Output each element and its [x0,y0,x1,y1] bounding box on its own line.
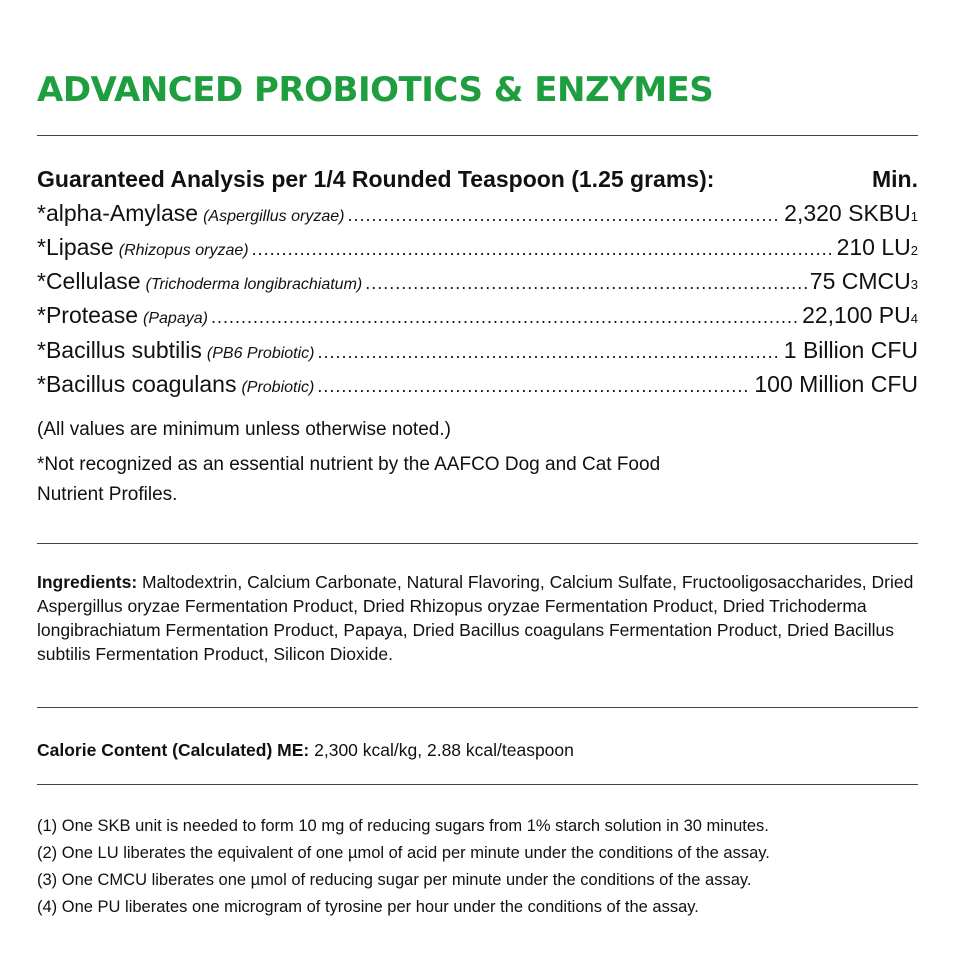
nutrient-value: 2,320 SKBU [784,200,911,226]
nutrient-name: *Bacillus subtilis [37,337,202,363]
footnote-4: (4) One PU liberates one microgram of tyrosine per hour under the conditions of the assay. [37,898,699,916]
nutrient-value: 210 LU [836,234,911,260]
nutrient-name: *Bacillus coagulans [37,371,237,397]
nutrient-value: 1 Billion CFU [783,337,918,363]
analysis-row-bacillus-coagulans [37,371,918,401]
divider [37,784,918,785]
dot-leader [365,273,807,294]
nutrient-value: 22,100 PU [802,302,911,328]
analysis-row-protease: *Protease (Papaya) ..... 22,100 PU 4 [37,302,918,332]
divider [37,543,918,544]
footnote-3: (3) One CMCU liberates one µmol of reducing sugar per minute under the conditions of the assay. [37,871,752,889]
analysis-row-amylase: *alpha-Amylase (Aspergillus oryzae) ..... 2,320 SKBU 1 [37,200,918,230]
nutrient-source: (Trichoderma longibrachiatum) [145,276,363,293]
aafco-note-line1: *Not recognized as an essential nutrient by the AAFCO Dog and Cat Food [37,454,661,475]
ingredients-section [37,570,922,666]
nutrient-source: (Rhizopus oryzae) [118,242,249,259]
dot-leader [317,376,751,397]
divider [37,707,918,708]
calorie-section [37,738,922,762]
nutrient-source: (Probiotic) [241,379,315,396]
minimum-note: (All values are minimum unless otherwise noted.) [37,419,451,440]
nutrient-name: *Cellulase [37,268,141,294]
divider [37,135,918,136]
dot-leader [211,307,799,328]
min-label: Min. [872,166,918,192]
nutrient-name: *Lipase [37,234,114,260]
footnote-1: (1) One SKB unit is needed to form 10 mg of reducing sugars from 1% starch solution in 30 minutes. [37,817,769,835]
nutrient-name: *Protease [37,302,139,328]
dot-leader [252,239,834,260]
ingredients-label: Ingredients: [37,572,138,592]
guaranteed-analysis-heading [37,166,918,193]
nutrient-name: *alpha-Amylase [37,200,199,226]
page-title: ADVANCED PROBIOTICS & ENZYMES [37,70,714,110]
analysis-row-bacillus-subtilis [37,337,918,367]
dot-leader [318,342,781,363]
footnote-2: (2) One LU liberates the equivalent of one µmol of acid per minute under the conditions of the assay. [37,844,770,862]
ingredients-text: Maltodextrin, Calcium Carbonate, Natural Flavoring, Calcium Sulfate, Fructooligosaccharides, Dried Aspergillus oryzae Fermentation Product, Dried Rhizopus oryzae Fermentation Product, Dried Trichoderma longibrachiatum Fermentation Product, Papaya, Dried Bacillus coagulans Fermentation Product, Dried Bacillus subtilis Fermentation Product, Silicon Dioxide. [37,572,914,664]
calorie-label: Calorie Content (Calculated) ME: [37,740,310,760]
calorie-text: 2,300 kcal/kg, 2.88 kcal/teaspoon [314,740,574,760]
nutrient-source: (Aspergillus oryzae) [203,208,345,225]
aafco-note-line2: Nutrient Profiles. [37,484,178,505]
nutrient-source: (PB6 Probiotic) [206,345,315,362]
nutrient-value: 100 Million CFU [754,371,918,397]
nutrient-value: 75 CMCU [809,268,911,294]
analysis-row-cellulase: *Cellulase (Trichoderma longibrachiatum) ..... 75 CMCU 3 [37,268,918,298]
analysis-row-lipase: *Lipase (Rhizopus oryzae) ..... 210 LU 2 [37,234,918,264]
nutrient-source: (Papaya) [143,310,208,327]
dot-leader [347,205,781,226]
guaranteed-analysis-title: Guaranteed Analysis per 1/4 Rounded Teaspoon (1.25 grams): [37,166,715,192]
